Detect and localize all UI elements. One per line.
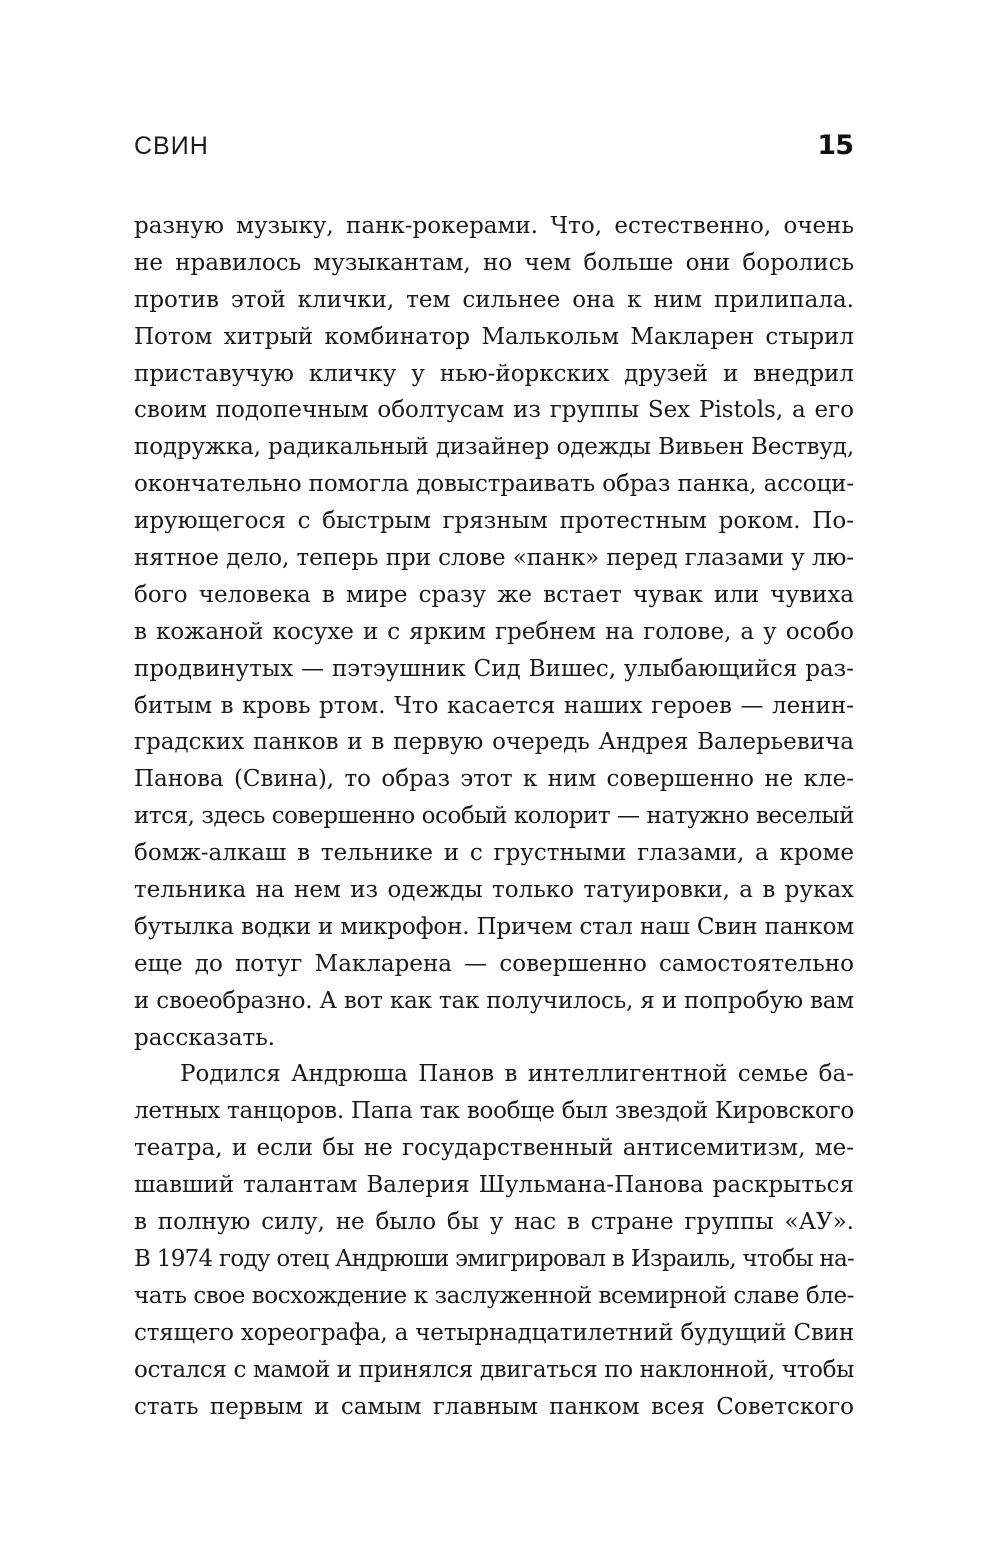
text-line: окончательно помогла довыстраивать образ панка, ассоци- (134, 471, 854, 498)
text-line: тельника на нем из одежды только татуировки, а в руках (134, 877, 854, 904)
text-line: своим подопечным оболтусам из группы Sex Pistols, а его (134, 397, 854, 424)
running-title: СВИН (134, 132, 209, 160)
text-line: в полную силу, не было бы у нас в стране группы «АУ». (134, 1209, 854, 1236)
text-line: еще до потуг Макларена — совершенно самостоятельно (134, 950, 854, 977)
paragraph-2 (134, 1056, 854, 1425)
text-line: не нравилось музыкантам, но чем больше они боролись (134, 249, 854, 276)
text-line: бого человека в мире сразу же встает чувак или чувиха (134, 581, 854, 608)
text-line: Панова (Свина), то образ этот к ним совершенно не кле- (134, 766, 854, 793)
text-line: битым в кровь ртом. Что касается наших героев — ленин- (134, 692, 854, 719)
text-line: подружка, радикальный дизайнер одежды Вивьен Вествуд, (134, 434, 854, 461)
text-line: приставучую кличку у нью-йоркских друзей и внедрил (134, 360, 854, 387)
text-line: стать первым и самым главным панком всея Советского (134, 1393, 854, 1420)
text-line: бомж-алкаш в тельнике и с грустными глазами, а кроме (134, 840, 854, 867)
page-number: 15 (817, 130, 853, 161)
paragraph-1 (134, 208, 854, 1056)
text-line: ится, здесь совершенно особый колорит — натужно веселый (134, 803, 854, 830)
text-line: и своеобразно. А вот как так получилось, я и попробую вам (134, 987, 855, 1014)
text-line: бутылка водки и микрофон. Причем стал наш Свин панком (134, 913, 854, 940)
text-line: разную музыку, панк-рокерами. Что, естественно, очень (134, 213, 854, 239)
text-line: остался с мамой и принялся двигаться по наклонной, чтобы (134, 1356, 855, 1383)
text-line: стящего хореографа, а четырнадцатилетний будущий Свин (134, 1319, 854, 1346)
text-line: против этой клички, тем сильнее она к ним прилипала. (134, 286, 854, 313)
text-line: рассказать. (134, 1024, 276, 1051)
text-line: ирующегося с быстрым грязным протестным роком. По- (134, 508, 854, 535)
text-line: шавший талантам Валерия Шульмана-Панова раскрыться (134, 1172, 854, 1199)
text-line: летных танцоров. Папа так вообще был звездой Кировского (134, 1098, 855, 1125)
text-line: продвинутых — пэтэушник Сид Вишес, улыбающийся раз- (134, 655, 854, 682)
text-line: В 1974 году отец Андрюши эмигрировал в Израиль, чтобы на- (134, 1245, 855, 1272)
text-line: чать свое восхождение к заслуженной всемирной славе бле- (134, 1282, 855, 1309)
body-text (134, 208, 854, 1425)
text-line: Родился Андрюша Панов в интеллигентной семье ба- (180, 1061, 854, 1088)
text-line: нятное дело, теперь при слове «панк» перед глазами у лю- (134, 545, 854, 572)
text-line: градских панков и в первую очередь Андрея Валерьевича (134, 729, 854, 756)
text-line: театра, и если бы не государственный антисемитизм, ме- (134, 1135, 854, 1162)
text-line: в кожаной косухе и с ярким гребнем на голове, а у особо (134, 618, 854, 645)
text-line: Потом хитрый комбинатор Малькольм Макларен стырил (134, 323, 854, 350)
